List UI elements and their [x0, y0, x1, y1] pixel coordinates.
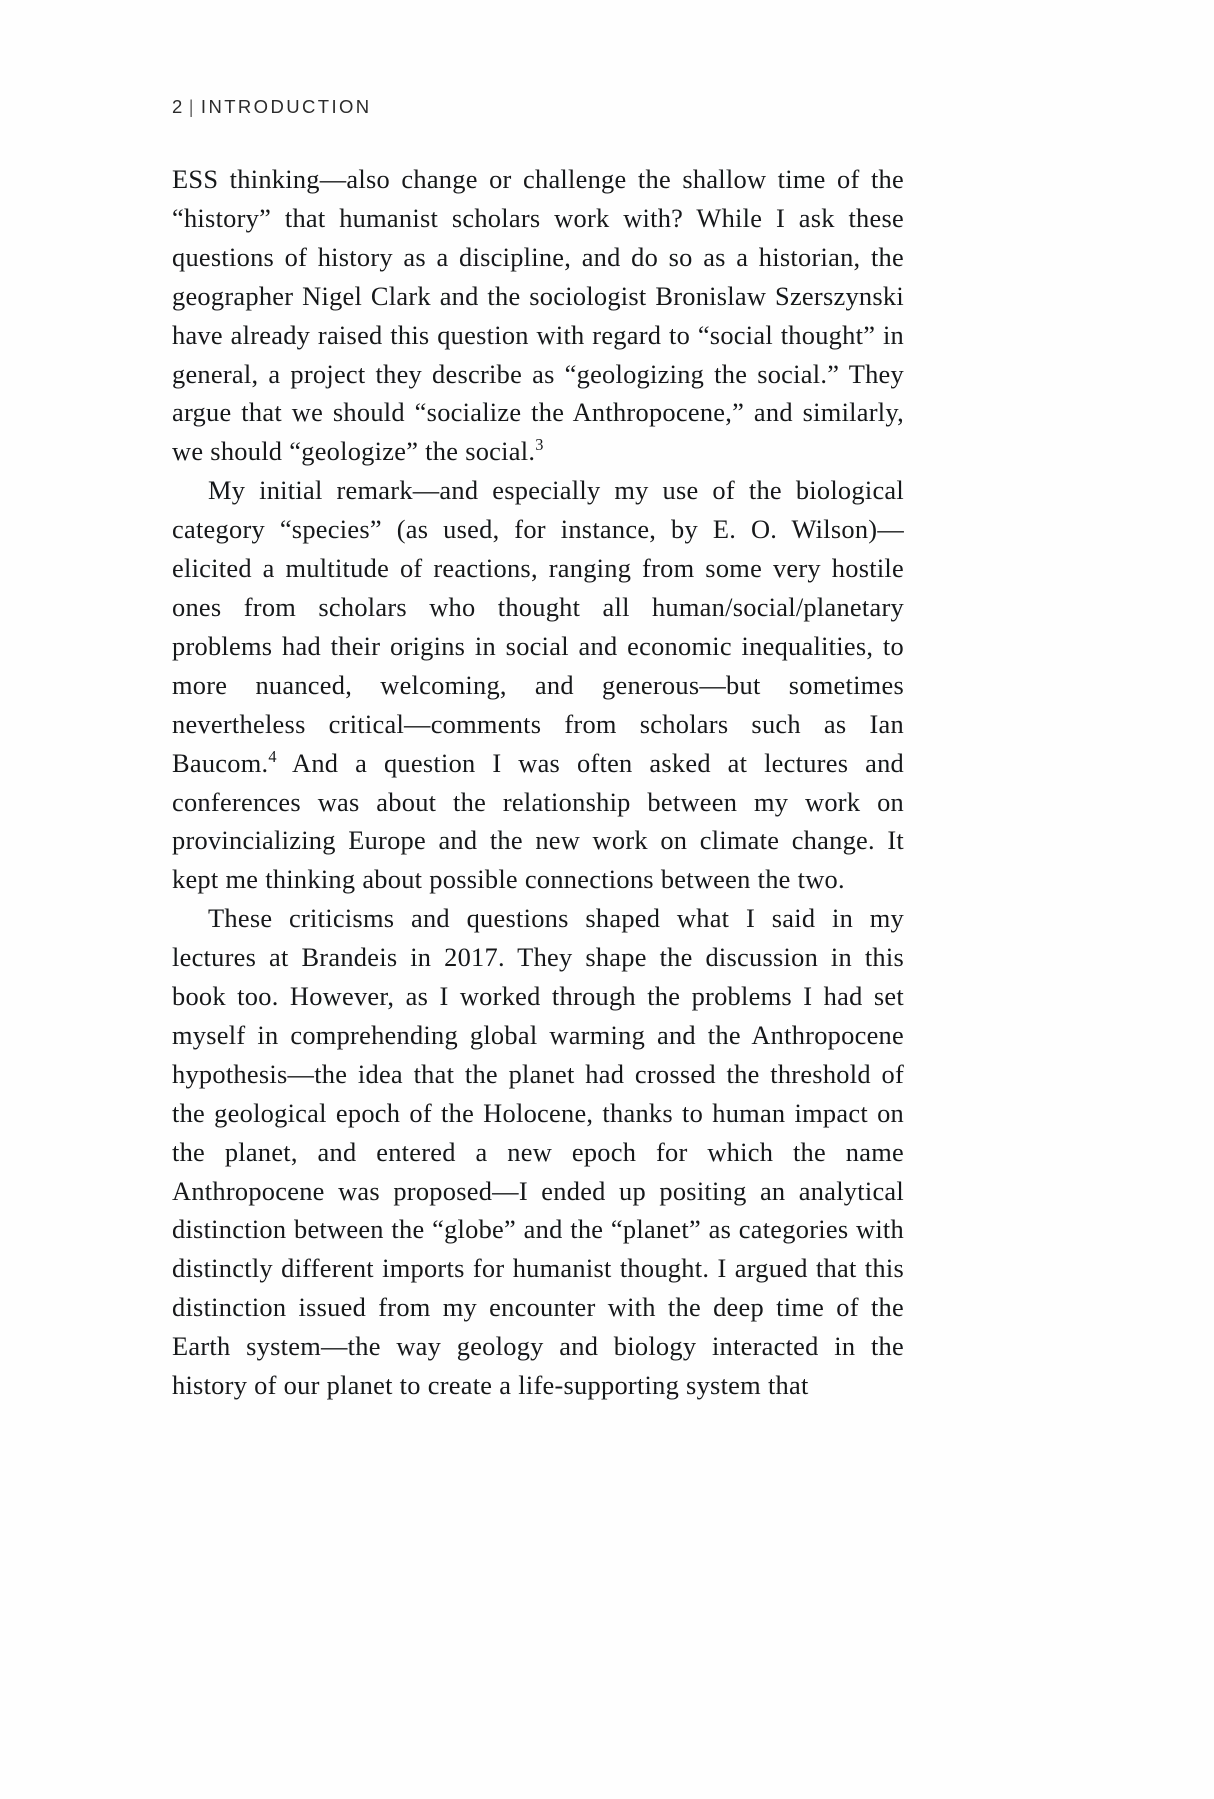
paragraph-3 [172, 899, 904, 1405]
page-text-block [172, 96, 904, 1405]
footnote-marker-4: 4 [268, 746, 277, 766]
running-head-section-title: INTRODUCTION [200, 96, 372, 117]
paragraph-1 [172, 160, 904, 471]
paragraph-2 [172, 471, 904, 899]
page-folio-number: 2 [172, 96, 185, 117]
running-head-separator: | [188, 96, 196, 117]
paragraph-3-text: These criticisms and questions shaped what I said in my lectures at Brandeis in 2017. They shape the discussion in this book too. However, as I worked through the problems I had set myself in comprehending global warming and the Anthropocene hypothesis—the idea that the planet had crossed the threshold of the geological epoch of the Holocene, thanks to human impact on the planet, and entered a new epoch for which the name Anthropocene was proposed—I ended up positing an analytical distinction between the “globe” and the “planet” as categories with distinctly different imports for humanist thought. I argued that this distinction issued from my encounter with the deep time of the Earth system—the way geology and biology interacted in the history of our planet to create a life-supporting system that [172, 903, 904, 1401]
paragraph-2-text: My initial remark—and especially my use of the biological category “species” (as used, for instance, by E. O. Wilson)—elicited a multitude of reactions, ranging from some very hostile ones from scholars who thought all human/social/planetary problems had their origins in social and economic inequalities, to more nuanced, welcoming, and generous—but sometimes nevertheless critical—comments from scholars such as Ian Baucom. [172, 475, 904, 778]
footnote-marker-3: 3 [535, 435, 544, 455]
paragraph-2-text-continued: And a question I was often asked at lectures and conferences was about the relationship between my work on provincializing Europe and the new work on climate change. It kept me thinking about possible connections between the two. [172, 747, 904, 895]
paragraph-1-text: ESS thinking—also change or challenge the shallow time of the “history” that humanist scholars work with? While I ask these questions of history as a discipline, and do so as a historian, the geographer Nigel Clark and the sociologist Bronislaw Szerszynski have already raised this question with regard to “social thought” in general, a project they describe as “geologizing the social.” They argue that we should “socialize the Anthropocene,” and similarly, we should “geologize” the social. [172, 164, 904, 467]
running-head [172, 96, 904, 118]
